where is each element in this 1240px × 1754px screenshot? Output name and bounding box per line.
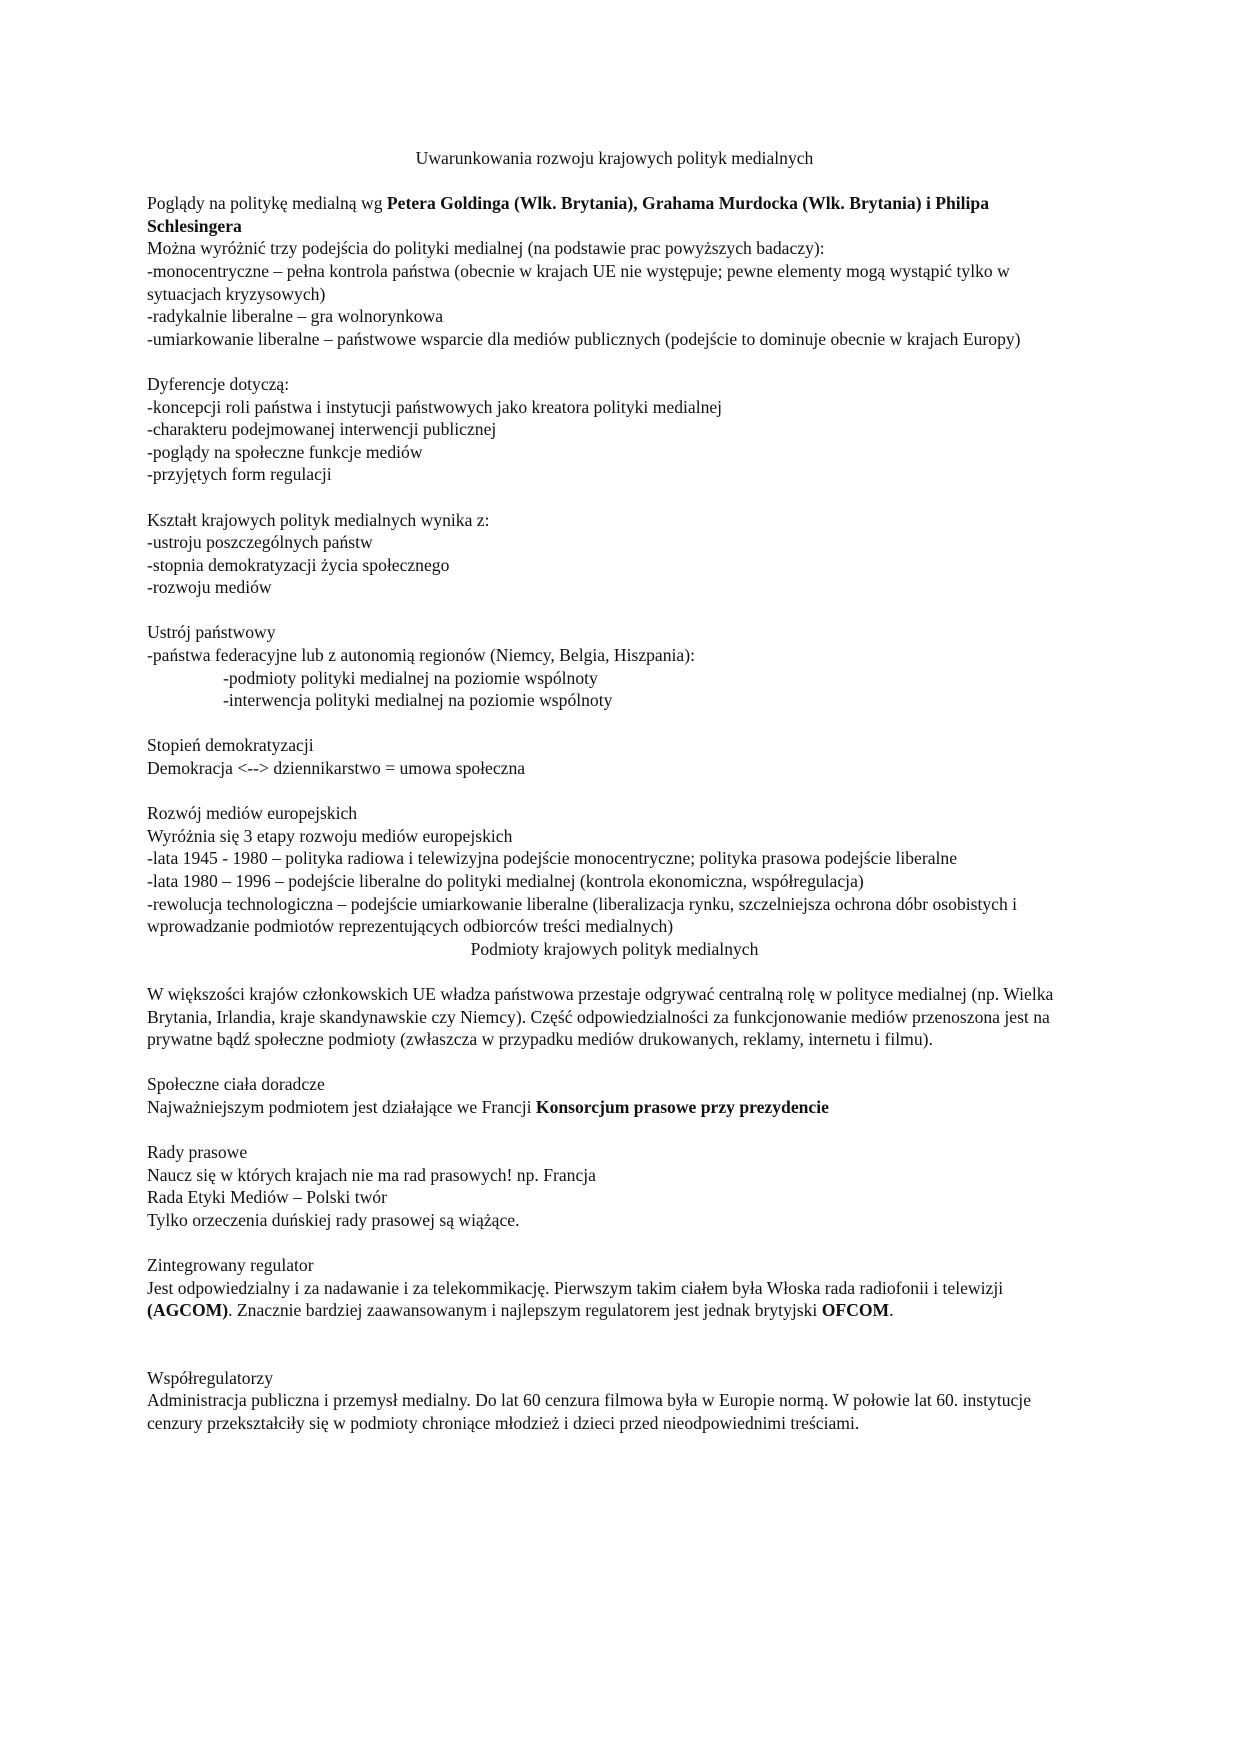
- press-councils-heading: Rady prasowe: [147, 1142, 248, 1163]
- development-item: -lata 1980 – 1996 – podejście liberalne do polityki medialnej (kontrola ekonomiczna, współregulacja): [147, 871, 864, 891]
- advisory-bold: Konsorcjum prasowe przy prezydencie: [535, 1096, 829, 1117]
- differences-heading: Dyferencje dotyczą:: [147, 373, 290, 394]
- system-subitem: -interwencja polityki medialnej na poziomie wspólnoty: [223, 690, 613, 711]
- views-heading: [147, 192, 1082, 237]
- coregulators-paragraph: Administracja publiczna i przemysł medialny. Do lat 60 cenzura filmowa była w Europie normą. W połowie lat 60. instytucje cenzury przekształciły się w podmioty chroniące młodzież i dzieci przed nieodpowiednimi treściami.: [147, 1390, 1032, 1434]
- press-councils-item: Tylko orzeczenia duńskiej rady prasowej są wiążące.: [147, 1209, 520, 1230]
- coregulators-heading: Współregulatorzy: [147, 1367, 274, 1388]
- advisory-text: Najważniejszym podmiotem jest działające we Francji: [147, 1096, 536, 1117]
- shape-heading: Kształt krajowych polityk medialnych wynika z:: [147, 509, 490, 530]
- press-councils-item: Rada Etyki Mediów – Polski twór: [147, 1187, 387, 1208]
- views-authors: Petera Goldinga (Wlk. Brytania), Grahama Murdocka (Wlk. Brytania) i Philipa Schlesingera: [147, 193, 990, 236]
- document-page: [147, 147, 1082, 1435]
- shape-item: -stopnia demokratyzacji życia społecznego: [147, 554, 450, 575]
- press-councils-item: Naucz się w których krajach nie ma rad prasowych! np. Francja: [147, 1164, 596, 1185]
- regulator-agcom: (AGCOM): [147, 1300, 229, 1321]
- development-heading: Rozwój mediów europejskich: [147, 803, 358, 824]
- advisory-line: [147, 1096, 1082, 1119]
- page-title: Uwarunkowania rozwoju krajowych polityk medialnych: [415, 148, 814, 168]
- approach-item: -monocentryczne – pełna kontrola państwa (obecnie w krajach UE nie występuje; pewne elementy mogą wystąpić tylko w sytuacjach kryzysowych): [147, 260, 1010, 304]
- regulator-heading: Zintegrowany regulator: [147, 1255, 314, 1276]
- section-subtitle: Podmioty krajowych polityk medialnych: [470, 938, 759, 959]
- regulator-text-3: .: [889, 1300, 894, 1321]
- development-item: -lata 1945 - 1980 – polityka radiowa i telewizyjna podejście monocentryczne; polityka prasowa podejście liberalne: [147, 848, 958, 869]
- differences-item: -poglądy na społeczne funkcje mediów: [147, 441, 423, 462]
- differences-item: -charakteru podejmowanej interwencji publicznej: [147, 419, 497, 440]
- shape-item: -rozwoju mediów: [147, 577, 272, 598]
- democracy-line: Demokracja <--> dziennikarstwo = umowa społeczna: [147, 758, 526, 779]
- system-line: -państwa federacyjne lub z autonomią regionów (Niemcy, Belgia, Hiszpania):: [147, 645, 695, 666]
- regulator-paragraph: [147, 1277, 1082, 1322]
- differences-item: -koncepcji roli państwa i instytucji państwowych jako kreatora polityki medialnej: [147, 396, 723, 417]
- differences-item: -przyjętych form regulacji: [147, 464, 332, 485]
- system-heading: Ustrój państwowy: [147, 622, 276, 643]
- approach-item: -radykalnie liberalne – gra wolnorynkowa: [147, 306, 444, 327]
- system-subitem: -podmioty polityki medialnej na poziomie wspólnoty: [223, 667, 598, 688]
- regulator-text-2: . Znacznie bardziej zaawansowanym i najlepszym regulatorem jest jednak brytyjski: [228, 1300, 822, 1321]
- regulator-ofcom: OFCOM: [821, 1300, 890, 1321]
- development-intro: Wyróżnia się 3 etapy rozwoju mediów europejskich: [147, 825, 513, 846]
- democracy-heading: Stopień demokratyzacji: [147, 735, 314, 756]
- views-heading-text: Poglądy na politykę medialną wg: [147, 193, 387, 214]
- approach-item: -umiarkowanie liberalne – państwowe wsparcie dla mediów publicznych (podejście to dominuje obecnie w krajach Europy): [147, 328, 1021, 349]
- shape-item: -ustroju poszczególnych państw: [147, 532, 373, 553]
- development-item: -rewolucja technologiczna – podejście umiarkowanie liberalne (liberalizacja rynku, szczelniejsza ochrona dóbr osobistych i wprowadzanie podmiotów reprezentujących odbiorców treści medialnych): [147, 893, 1018, 937]
- advisory-heading: Społeczne ciała doradcze: [147, 1074, 325, 1095]
- eu-paragraph: W większości krajów członkowskich UE władza państwowa przestaje odgrywać centralną rolę w polityce medialnej (np. Wielka Brytania, Irlandia, kraje skandynawskie czy Niemcy). Część odpowiedzialności za funkcjonowanie mediów przenoszona jest na prywatne bądź społeczne podmioty (zwłaszcza w przypadku mediów drukowanych, reklamy, internetu i filmu).: [147, 983, 1054, 1050]
- approaches-intro: Można wyróżnić trzy podejścia do polityki medialnej (na podstawie prac powyższych badaczy):: [147, 238, 825, 259]
- regulator-text-1: Jest odpowiedzialny i za nadawanie i za telekommikację. Pierwszym takim ciałem była Włoska rada radiofonii i telewizji: [147, 1277, 1004, 1298]
